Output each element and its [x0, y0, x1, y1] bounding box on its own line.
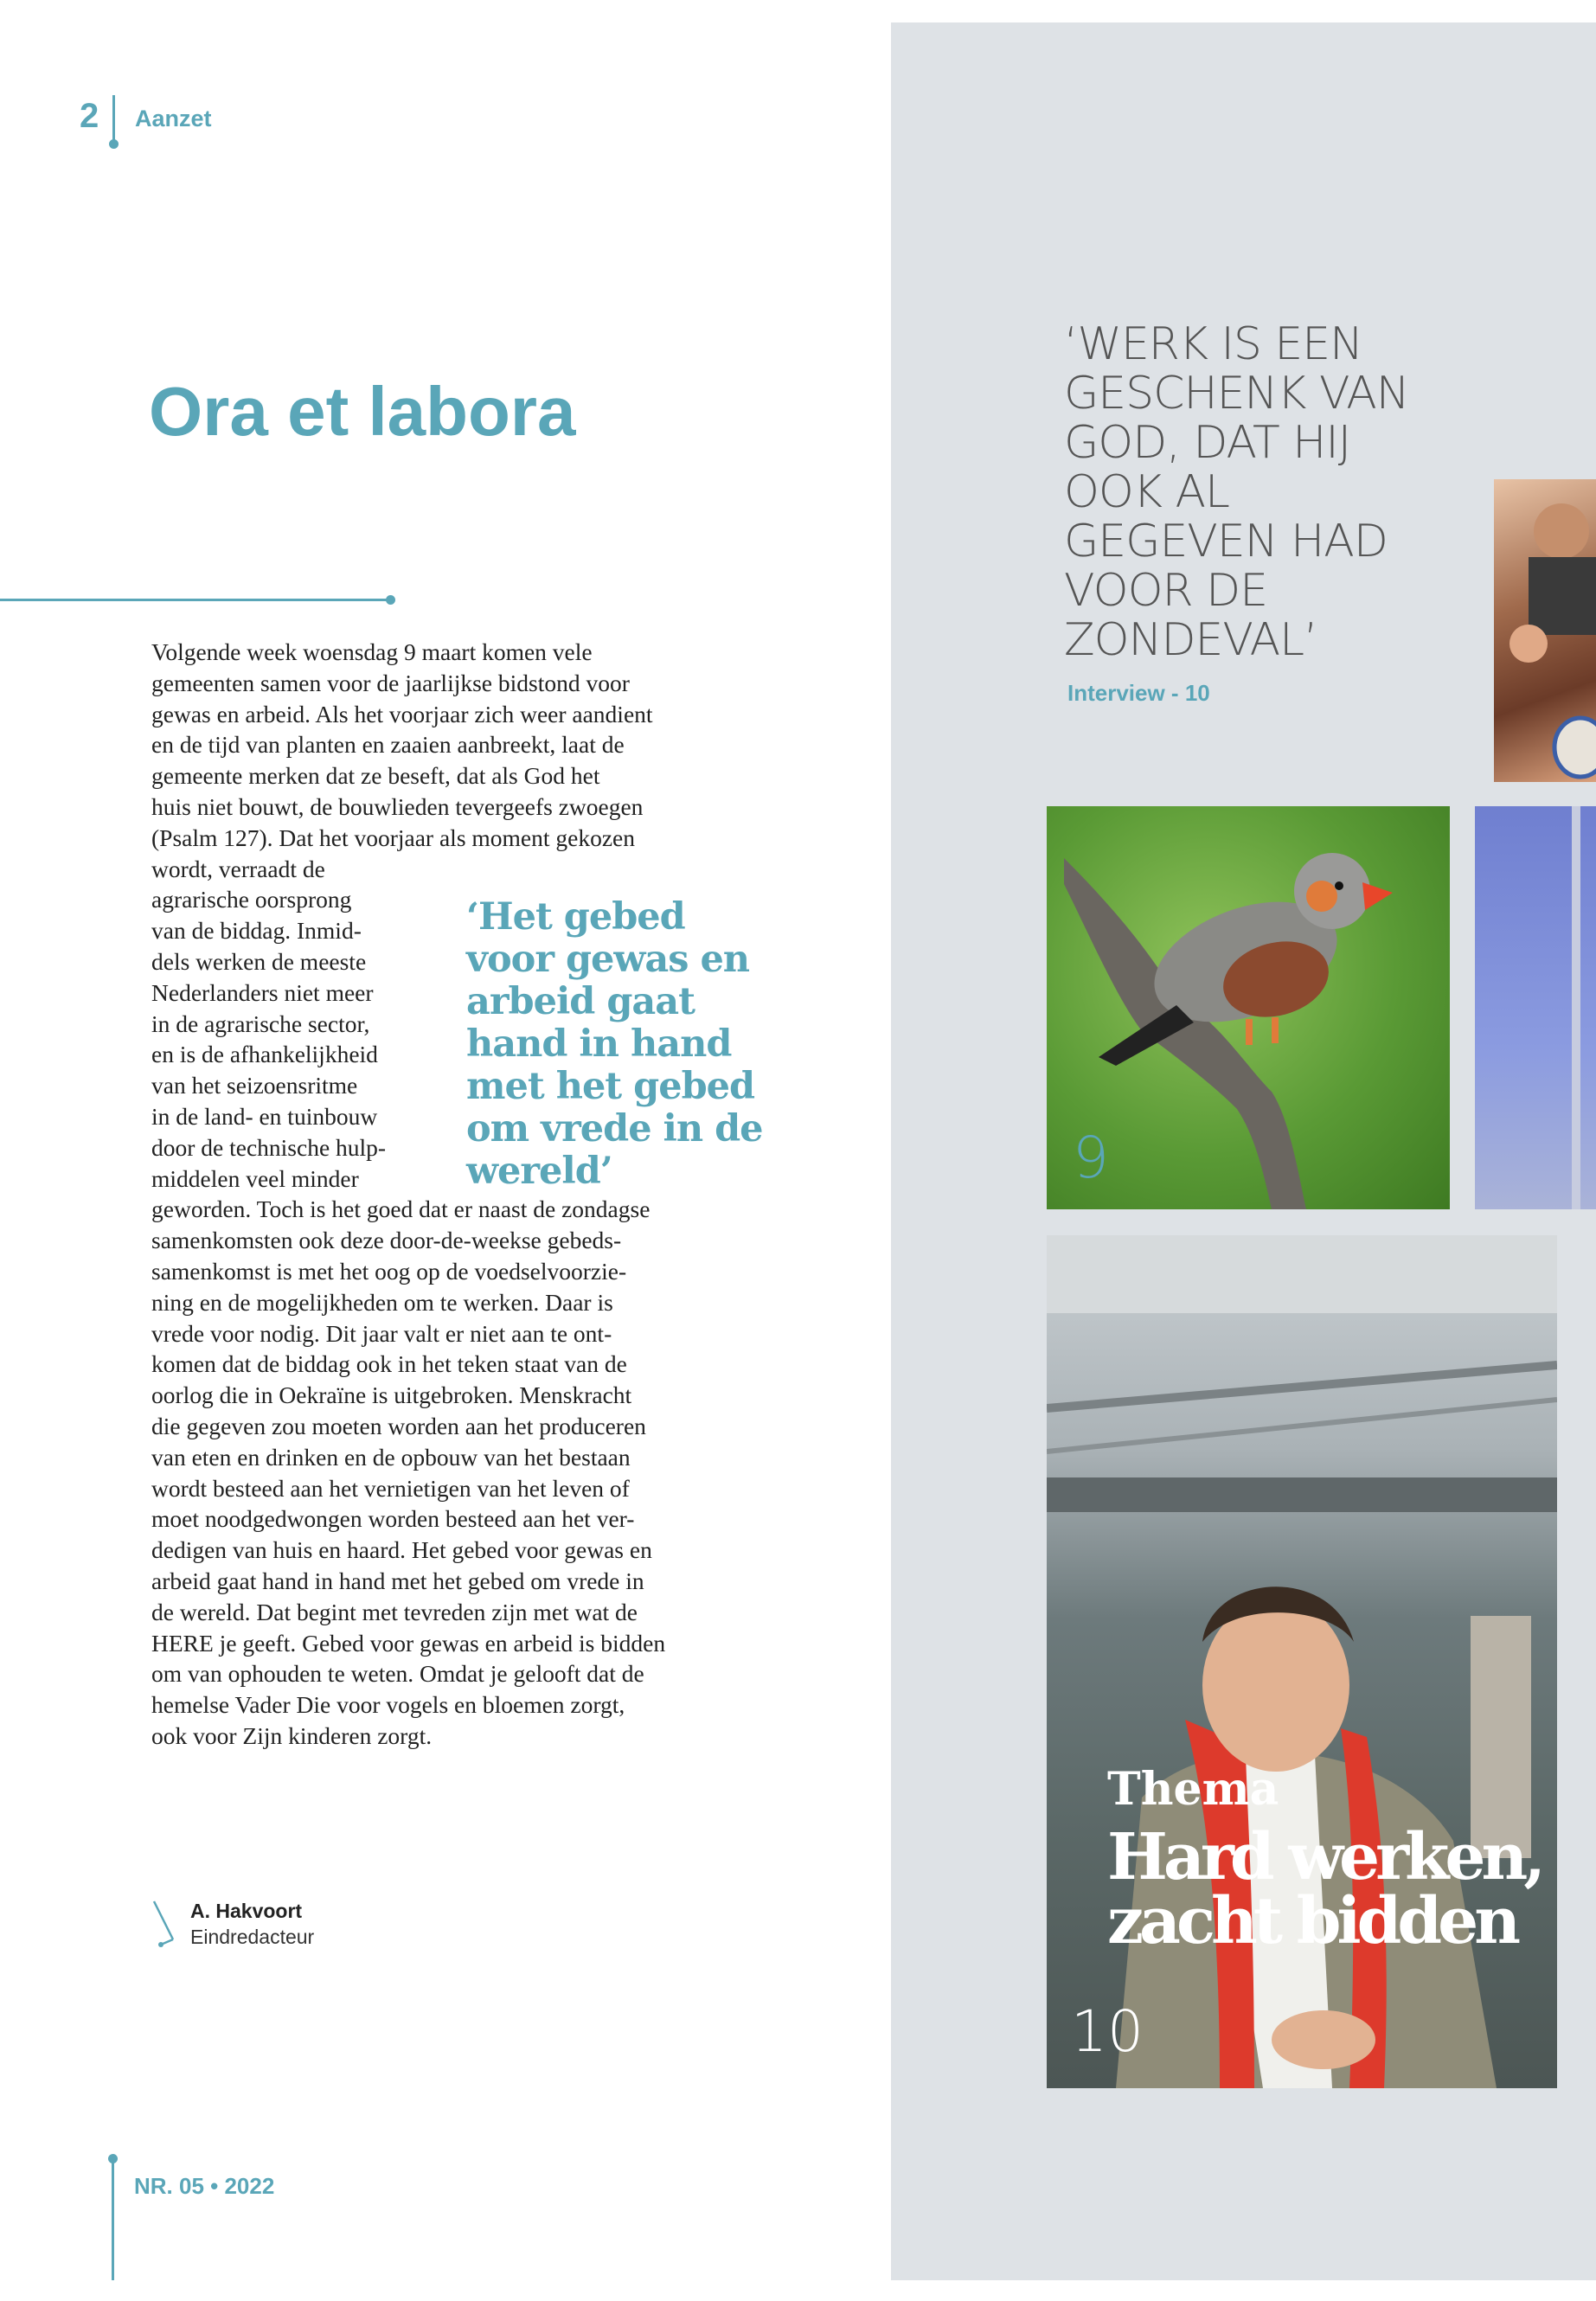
body-line: dels werken de meeste	[151, 947, 367, 975]
body-line: door de technische hulp-	[151, 1133, 387, 1161]
body-line: agrarische oorsprong	[151, 886, 352, 913]
family-photo	[1494, 479, 1596, 782]
sidebar-quote-reference[interactable]: Interview - 10	[1067, 680, 1210, 706]
body-line: middelen veel minder	[151, 1164, 359, 1192]
page-number: 2	[80, 97, 99, 135]
body-line: van het seizoensritme	[151, 1072, 358, 1099]
article-body	[151, 637, 722, 1752]
body-line: in de land- en tuinbouw	[151, 1102, 378, 1130]
author-role: Eindredacteur	[190, 1926, 315, 1948]
theme-cover-photo[interactable]	[1047, 1235, 1557, 2088]
body-line: om van ophouden te weten. Omdat je gelooft dat de	[151, 1660, 644, 1688]
body-line: van de biddag. Inmid-	[151, 917, 362, 945]
author-slash-icon	[152, 1900, 187, 1948]
issue-number: NR. 05 • 2022	[134, 2173, 275, 2199]
pull-quote: ‘Het gebed voor gewas en arbeid gaat hand in hand met het gebed om vrede in de wereld’	[466, 895, 763, 1193]
sidebar-quote: ‘WERK IS EEN GESCHENK VAN GOD, DAT HIJ OOK AL GEGEVEN HAD VOOR DE ZONDEVAL’	[1064, 318, 1409, 666]
body-line: samenkomsten ook deze door-de-weekse gebeds-	[151, 1227, 622, 1254]
body-line: en is de afhankelijkheid	[151, 1041, 378, 1068]
body-line: in de agrarische sector,	[151, 1009, 370, 1037]
theme-label: Thema	[1107, 1763, 1279, 1816]
body-line: geworden. Toch is het goed dat er naast de zondagse	[151, 1195, 651, 1223]
body-line: dedigen van huis en haard. Het gebed voor gewas en	[151, 1536, 652, 1564]
body-line: komen dat de biddag ook in het teken staat van de	[151, 1350, 627, 1378]
body-line: gewas en arbeid. Als het voorjaar zich weer aandient	[151, 700, 653, 727]
body-line: HERE je geeft. Gebed voor gewas en arbeid is bidden	[151, 1629, 666, 1657]
body-line: huis niet bouwt, de bouwlieden tevergeefs zwoegen	[151, 792, 644, 820]
body-line: ning en de mogelijkheden om te werken. Daar is	[151, 1288, 613, 1316]
body-line: die gegeven zou moeten worden aan het produceren	[151, 1412, 646, 1439]
theme-page-number: 10	[1071, 1998, 1144, 2065]
body-line: de wereld. Dat begint met tevreden zijn met wat de	[151, 1598, 638, 1625]
title-divider	[0, 599, 392, 601]
body-line: gemeenten samen voor de jaarlijkse bidstond voor	[151, 669, 630, 696]
header-divider	[112, 95, 115, 144]
footer-divider	[112, 2159, 114, 2280]
body-line: van eten en drinken en de opbouw van het bestaan	[151, 1443, 631, 1471]
article-title: Ora et labora	[149, 373, 576, 450]
body-line: arbeid gaat hand in hand met het gebed om vrede in	[151, 1567, 644, 1594]
bird-page-number: 9	[1073, 1125, 1109, 1191]
body-line: (Psalm 127). Dat het voorjaar als moment gekozen	[151, 824, 636, 851]
body-line: hemelse Vader Die voor vogels en bloemen zorgt,	[151, 1691, 625, 1719]
section-label: Aanzet	[135, 106, 212, 131]
author-name: A. Hakvoort	[190, 1900, 303, 1922]
body-line: Volgende week woensdag 9 maart komen vele	[151, 638, 593, 665]
theme-title: Hard werken, zacht bidden	[1107, 1820, 1542, 1958]
body-line: vrede voor nodig. Dit jaar valt er niet aan te ont-	[151, 1319, 612, 1347]
body-line: ook voor Zijn kinderen zorgt.	[151, 1721, 433, 1749]
body-line: wordt besteed aan het vernietigen van het leven of	[151, 1474, 630, 1502]
body-line: gemeente merken dat ze beseft, dat als God het	[151, 762, 600, 790]
body-line: wordt, verraadt de	[151, 855, 325, 882]
body-line: moet noodgedwongen worden besteed aan het ver-	[151, 1505, 635, 1533]
body-line: samenkomst is met het oog op de voedselvoorzie-	[151, 1257, 627, 1285]
sky-photo	[1475, 806, 1596, 1209]
body-line: en de tijd van planten en zaaien aanbreekt, laat de	[151, 731, 625, 759]
body-line: oorlog die in Oekraïne is uitgebroken. Menskracht	[151, 1381, 632, 1409]
body-line: Nederlanders niet meer	[151, 978, 374, 1006]
